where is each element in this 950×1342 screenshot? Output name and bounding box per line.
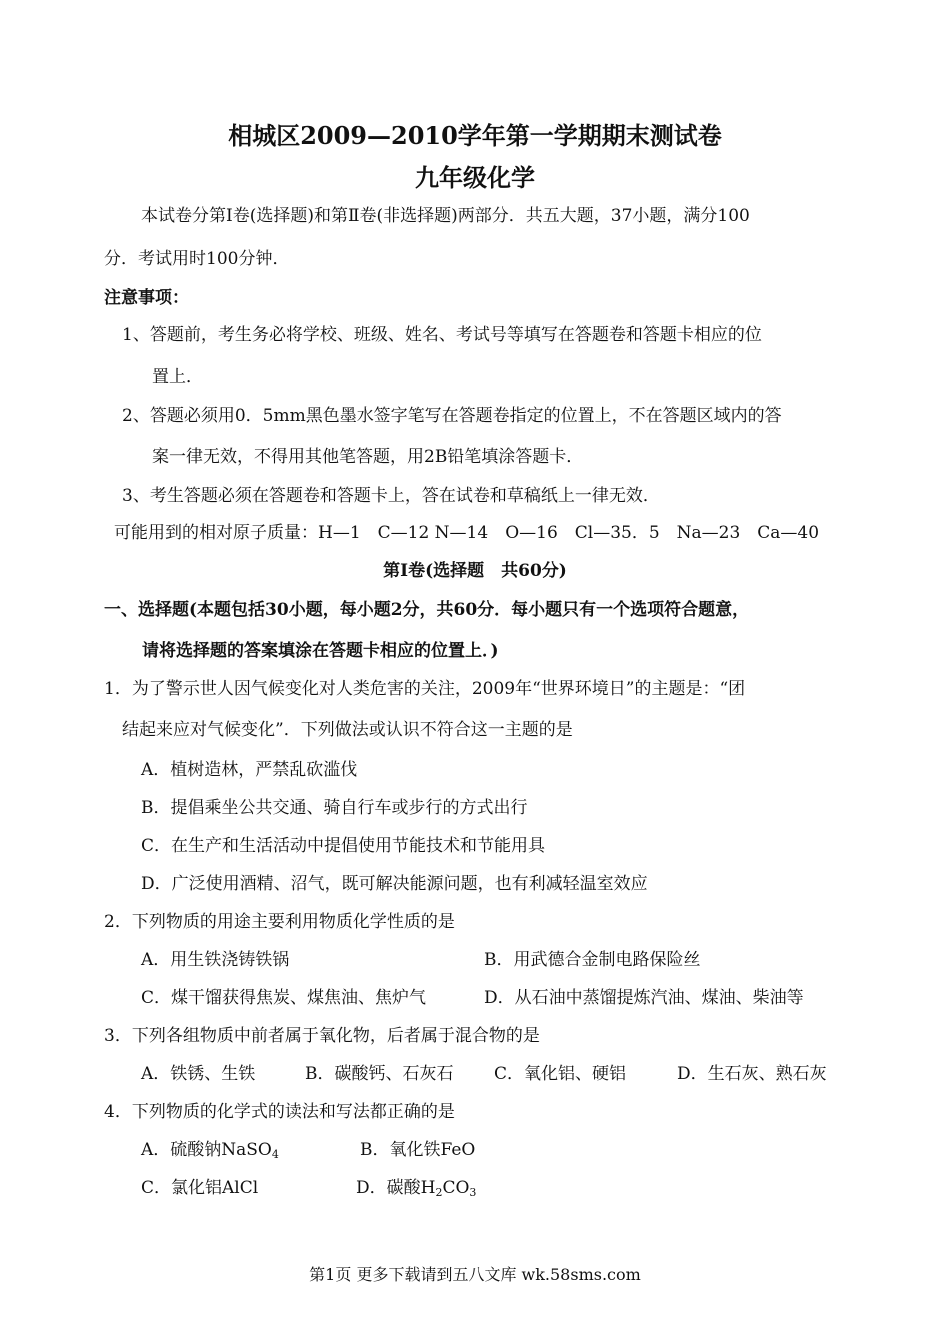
note-item-3: 3、考生答题必须在答题卷和答题卡上，答在试卷和草稿纸上一律无效． (122, 486, 660, 506)
q3-option-a: A．铁锈、生铁 (141, 1064, 256, 1084)
q1-option-d: D．广泛使用酒精、沼气，既可解决能源问题，也有利减轻温室效应 (141, 874, 648, 894)
q2-option-b: B．用武德合金制电路保险丝 (484, 950, 701, 970)
q4-option-d-subscript-2: 3 (469, 1186, 477, 1199)
part1-heading: 第Ⅰ卷(选择题 共60分) (383, 561, 567, 581)
section-1-line-1: 一、选择题(本题包括30小题，每小题2分，共60分．每小题只有一个选项符合题意， (104, 600, 750, 620)
q3-stem: 3．下列各组物质中前者属于氧化物，后者属于混合物的是 (104, 1026, 540, 1046)
q3-option-b: B．碳酸钙、石灰石 (305, 1064, 454, 1084)
note-item-1-line-2: 置上． (152, 367, 203, 387)
page-footer: 第1页 更多下载请到五八文库 wk.58sms.com (309, 1265, 641, 1284)
q4-option-a (141, 1139, 279, 1166)
q4-option-a-text: A．硫酸钠NaSO (141, 1140, 272, 1160)
intro-line-2: 分．考试用时100分钟． (104, 249, 290, 269)
q3-option-c: C．氧化铝、硬铝 (494, 1064, 627, 1084)
q4-option-a-subscript: 4 (271, 1148, 279, 1161)
notes-heading: 注意事项： (104, 288, 189, 308)
section-1-line-2: 请将选择题的答案填涂在答题卡相应的位置上．) (142, 641, 499, 661)
q1-option-a: A．植树造林，严禁乱砍滥伐 (141, 760, 358, 780)
atomic-masses: 可能用到的相对原子质量：H—1 C—12 N—14 O—16 Cl—35．5 Na—23 Ca—40 (114, 523, 820, 543)
note-item-1-line-1: 1、答题前，考生务必将学校、班级、姓名、考试号等填写在答题卷和答题卡相应的位 (122, 325, 762, 345)
q1-option-c: C．在生产和生活活动中提倡使用节能技术和节能用具 (141, 836, 546, 856)
q1-stem-line-2: 结起来应对气候变化”．下列做法或认识不符合这一主题的是 (122, 720, 573, 740)
q4-option-c: C．氯化铝AlCl (141, 1178, 259, 1198)
q2-stem: 2．下列物质的用途主要利用物质化学性质的是 (104, 912, 455, 932)
q4-option-d-text: D．碳酸H (356, 1178, 436, 1198)
note-item-2-line-1: 2、答题必须用0．5mm黑色墨水签字笔写在答题卷指定的位置上，不在答题区域内的答 (122, 406, 782, 426)
page-subtitle: 九年级化学 (415, 163, 535, 192)
intro-line-1: 本试卷分第Ⅰ卷(选择题)和第Ⅱ卷(非选择题)两部分．共五大题，37小题，满分100 (141, 206, 750, 226)
q4-option-b: B．氧化铁FeO (360, 1140, 476, 1160)
q2-option-a: A．用生铁浇铸铁锅 (141, 950, 290, 970)
q4-option-d-subscript-1: 2 (435, 1186, 443, 1199)
q4-option-d-formula: CO (442, 1178, 470, 1198)
q1-stem-line-1: 1．为了警示世人因气候变化对人类危害的关注，2009年“世界环境日”的主题是：“团 (104, 679, 746, 699)
q2-option-d: D．从石油中蒸馏提炼汽油、煤油、柴油等 (484, 988, 804, 1008)
page-title: 相城区2009—2010学年第一学期期末测试卷 (228, 121, 722, 150)
q3-option-d: D．生石灰、熟石灰 (677, 1064, 827, 1084)
note-item-2-line-2: 案一律无效，不得用其他笔答题，用2B铅笔填涂答题卡． (152, 447, 584, 467)
q4-stem: 4．下列物质的化学式的读法和写法都正确的是 (104, 1102, 455, 1122)
q4-option-d (356, 1177, 476, 1204)
q2-option-c: C．煤干馏获得焦炭、煤焦油、焦炉气 (141, 988, 427, 1008)
q1-option-b: B．提倡乘坐公共交通、骑自行车或步行的方式出行 (141, 798, 528, 818)
